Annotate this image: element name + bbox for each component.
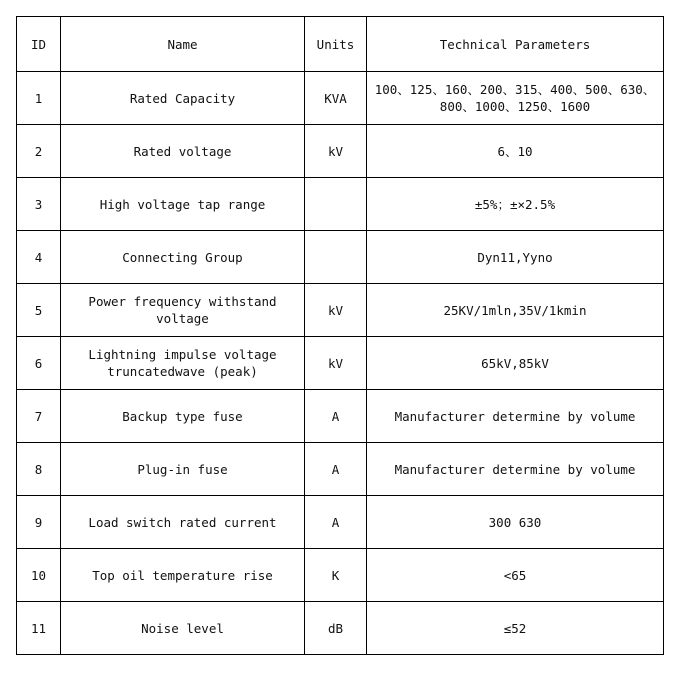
row-id: 7 [17, 390, 61, 443]
table-row [17, 284, 664, 337]
header-id: ID [17, 17, 61, 72]
row-id: 8 [17, 443, 61, 496]
row-name: Rated Capacity [61, 72, 305, 125]
row-params: 100、125、160、200、315、400、500、630、800、1000、1250、1600 [367, 72, 664, 125]
row-id: 11 [17, 602, 61, 655]
row-name: Load switch rated current [61, 496, 305, 549]
table-header-row [17, 17, 664, 72]
table-body [17, 72, 664, 655]
table-row [17, 337, 664, 390]
row-id: 9 [17, 496, 61, 549]
row-units: KVA [305, 72, 367, 125]
row-name: Noise level [61, 602, 305, 655]
row-units: dB [305, 602, 367, 655]
row-id: 5 [17, 284, 61, 337]
row-params: ±5%；±×2.5% [367, 178, 664, 231]
row-units: A [305, 390, 367, 443]
row-units: kV [305, 125, 367, 178]
row-params: 6、10 [367, 125, 664, 178]
table-row [17, 178, 664, 231]
row-units [305, 178, 367, 231]
spec-table [16, 16, 664, 655]
row-id: 2 [17, 125, 61, 178]
row-params: ≤52 [367, 602, 664, 655]
row-id: 3 [17, 178, 61, 231]
table-row [17, 72, 664, 125]
table-row [17, 390, 664, 443]
row-name: Connecting Group [61, 231, 305, 284]
row-units: A [305, 496, 367, 549]
table-row [17, 125, 664, 178]
row-params: <65 [367, 549, 664, 602]
row-units: kV [305, 284, 367, 337]
row-name: Rated voltage [61, 125, 305, 178]
row-id: 1 [17, 72, 61, 125]
row-params: Manufacturer determine by volume [367, 443, 664, 496]
row-id: 6 [17, 337, 61, 390]
row-units: K [305, 549, 367, 602]
row-params: 25KV/1mln,35V/1kmin [367, 284, 664, 337]
table-row [17, 602, 664, 655]
row-params: Manufacturer determine by volume [367, 390, 664, 443]
row-units [305, 231, 367, 284]
table-row [17, 496, 664, 549]
row-units: kV [305, 337, 367, 390]
header-name: Name [61, 17, 305, 72]
row-name: Top oil temperature rise [61, 549, 305, 602]
header-technical-parameters: Technical Parameters [367, 17, 664, 72]
table-row [17, 231, 664, 284]
row-params: Dyn11,Yyno [367, 231, 664, 284]
row-params: 65kV,85kV [367, 337, 664, 390]
row-params: 300 630 [367, 496, 664, 549]
header-units: Units [305, 17, 367, 72]
row-name: Lightning impulse voltage truncatedwave (peak) [61, 337, 305, 390]
table-row [17, 443, 664, 496]
row-units: A [305, 443, 367, 496]
row-name: High voltage tap range [61, 178, 305, 231]
row-id: 4 [17, 231, 61, 284]
row-name: Plug-in fuse [61, 443, 305, 496]
row-name: Power frequency withstand voltage [61, 284, 305, 337]
row-name: Backup type fuse [61, 390, 305, 443]
table-row [17, 549, 664, 602]
row-id: 10 [17, 549, 61, 602]
